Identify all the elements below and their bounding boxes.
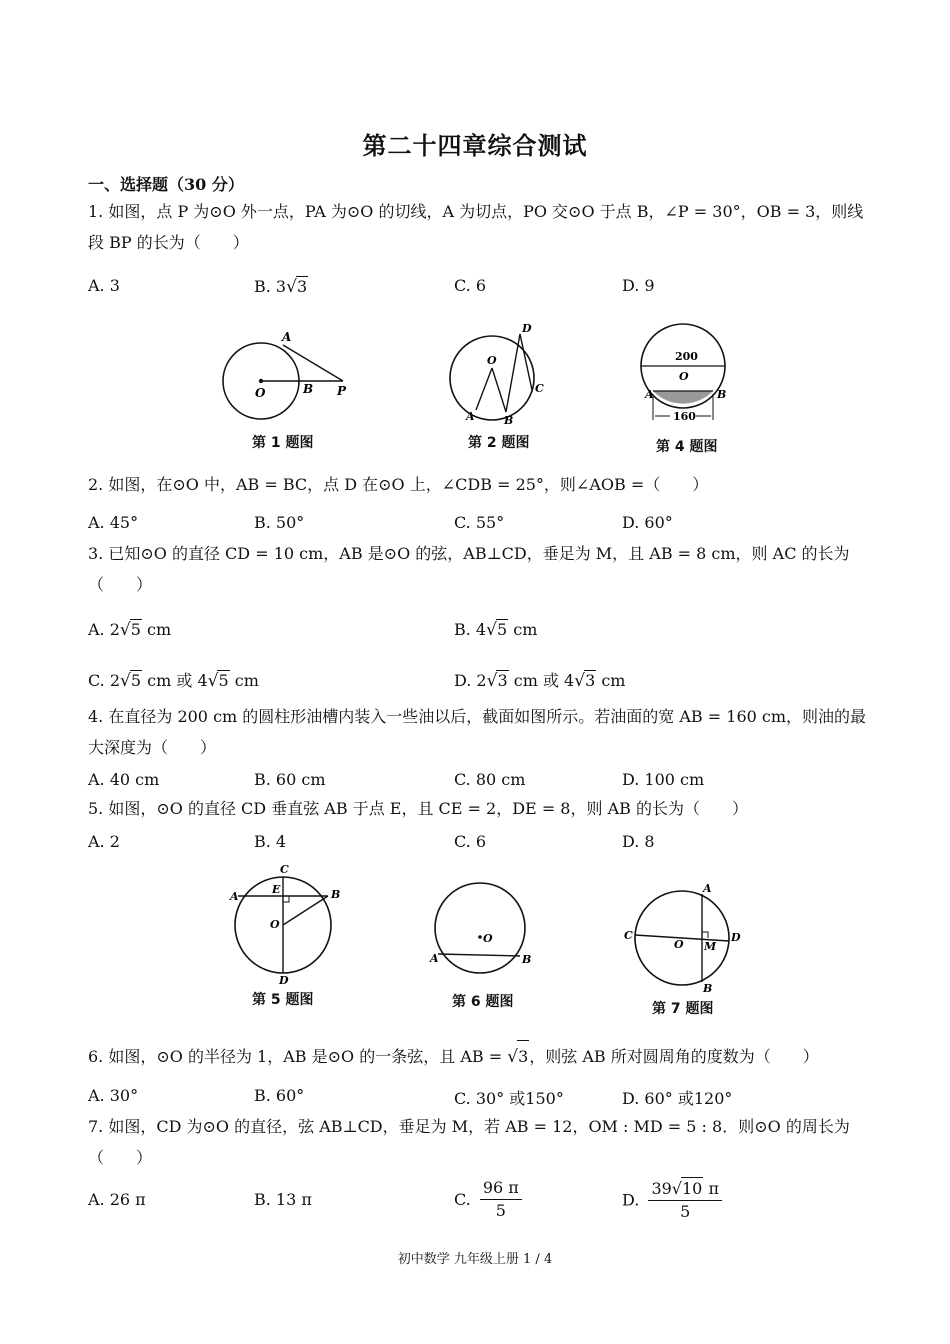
fig4-label-a: A: [645, 388, 654, 401]
figure-5-caption: 第 5 题图: [252, 992, 314, 1008]
fig5-label-b: B: [331, 888, 341, 901]
q3-option-b: B. 4√5 cm: [454, 620, 538, 640]
q6-option-c: C. 30° 或150°: [454, 1089, 564, 1108]
q1-option-c: C. 6: [454, 276, 487, 295]
fig6-label-o: O: [483, 932, 493, 945]
q6-option-a: A. 30°: [88, 1086, 139, 1105]
q7-option-c: C. $\frac{96 \pi}{5}$: [454, 1177, 522, 1222]
q5-option-a: A. 2: [88, 832, 120, 851]
fig2-label-c: C: [535, 382, 544, 395]
q1-option-b: B. 3√3: [254, 277, 308, 297]
fig5-label-e: E: [272, 883, 281, 896]
figure-2: [440, 318, 550, 428]
q2-option-a: A. 45°: [88, 513, 139, 532]
fig7-label-o: O: [674, 938, 684, 951]
fig4-label-b: B: [717, 388, 727, 401]
question-3: 3. 已知⊙O 的直径 CD = 10 cm，AB 是⊙O 的弦，AB⊥CD，垂足为 M，且 AB = 8 cm，则 AC 的长为（ ）: [88, 544, 850, 594]
fig2-label-b: B: [504, 414, 514, 427]
q3-option-a: A. 2√5 cm: [88, 620, 172, 640]
question-1: 1. 如图，点 P 为⊙O 外一点，PA 为⊙O 的切线，A 为切点，PO 交⊙O 于点 B，∠P = 30°，OB = 3，则线段 BP 的长为（ ）: [88, 202, 864, 252]
fig7-label-b: B: [703, 982, 713, 995]
fig7-label-c: C: [624, 929, 633, 942]
fig5-label-o: O: [270, 918, 280, 931]
q3-option-c: C. 2√5 cm 或 4√5 cm: [88, 671, 259, 691]
fig1-label-b: B: [303, 382, 314, 396]
fig4-label-200: 200: [675, 350, 698, 363]
q5-option-d: D. 8: [622, 832, 655, 851]
fig4-label-o: O: [679, 370, 689, 383]
figure-1-caption: 第 1 题图: [252, 435, 314, 451]
q4-option-b: B. 60 cm: [254, 770, 326, 789]
q4-option-a: A. 40 cm: [88, 770, 160, 789]
question-5: 5. 如图，⊙O 的直径 CD 垂直弦 AB 于点 E，且 CE = 2，DE = 8，则 AB 的长为（ ）: [88, 799, 748, 818]
question-4: 4. 在直径为 200 cm 的圆柱形油槽内装入一些油以后，截面如图所示。若油面的宽 AB = 160 cm，则油的最大深度为（ ）: [88, 707, 867, 757]
fig6-label-a: A: [430, 952, 439, 965]
q5-option-b: B. 4: [254, 832, 287, 851]
figure-5: [228, 860, 343, 985]
fig7-label-d: D: [731, 931, 741, 944]
q7-option-a: A. 26 π: [88, 1190, 146, 1209]
section-heading: 一、选择题（30 分）: [88, 175, 244, 194]
fig5-label-c: C: [280, 863, 289, 876]
figure-4: [640, 318, 740, 430]
question-6: 6. 如图，⊙O 的半径为 1，AB 是⊙O 的一条弦，且 AB = √3，则弦 AB 所对圆周角的度数为（ ）: [88, 1040, 868, 1073]
q7-option-b: B. 13 π: [254, 1190, 312, 1209]
q4-option-c: C. 80 cm: [454, 770, 526, 789]
fig1-label-o: O: [255, 386, 266, 400]
q5-option-c: C. 6: [454, 832, 487, 851]
figure-6: [428, 880, 538, 980]
question-7: 7. 如图，CD 为⊙O 的直径，弦 AB⊥CD，垂足为 M，若 AB = 12，OM : MD = 5 : 8．则⊙O 的周长为（ ）: [88, 1117, 850, 1167]
fig1-label-p: P: [337, 384, 347, 398]
figure-7-caption: 第 7 题图: [652, 1001, 714, 1017]
q2-option-c: C. 55°: [454, 513, 505, 532]
fig2-label-a: A: [466, 410, 475, 423]
page-footer: 初中数学 九年级上册 1 / 4: [397, 1252, 553, 1267]
fig6-label-b: B: [522, 953, 532, 966]
page-title: 第二十四章综合测试: [362, 131, 588, 160]
figure-1: [215, 325, 365, 435]
q3-option-d: D. 2√3 cm 或 4√3 cm: [454, 671, 626, 691]
q6-option-b: B. 60°: [254, 1086, 305, 1105]
q7-option-d: D. $\frac{39√10 \pi}{5}$: [622, 1177, 722, 1223]
fig7-label-a: A: [703, 882, 712, 895]
figure-7: [622, 878, 747, 996]
q1-option-a: A. 3: [88, 276, 120, 295]
question-2: 2. 如图，在⊙O 中，AB = BC，点 D 在⊙O 上，∠CDB = 25°，则∠AOB =（ ）: [88, 475, 709, 494]
q1-option-d: D. 9: [622, 276, 655, 295]
fig7-label-m: M: [704, 940, 717, 953]
q2-option-b: B. 50°: [254, 513, 305, 532]
fig4-label-160: 160: [673, 410, 696, 423]
fig2-label-o: O: [487, 354, 497, 367]
q6-option-d: D. 60° 或120°: [622, 1089, 733, 1108]
figure-4-caption: 第 4 题图: [656, 439, 718, 455]
fig2-label-d: D: [522, 322, 532, 335]
figure-2-caption: 第 2 题图: [468, 435, 530, 451]
fig5-label-a: A: [230, 890, 239, 903]
q2-option-d: D. 60°: [622, 513, 673, 532]
q4-option-d: D. 100 cm: [622, 770, 705, 789]
figure-6-caption: 第 6 题图: [452, 994, 514, 1010]
fig5-label-d: D: [279, 974, 289, 985]
fig1-label-a: A: [282, 330, 292, 344]
